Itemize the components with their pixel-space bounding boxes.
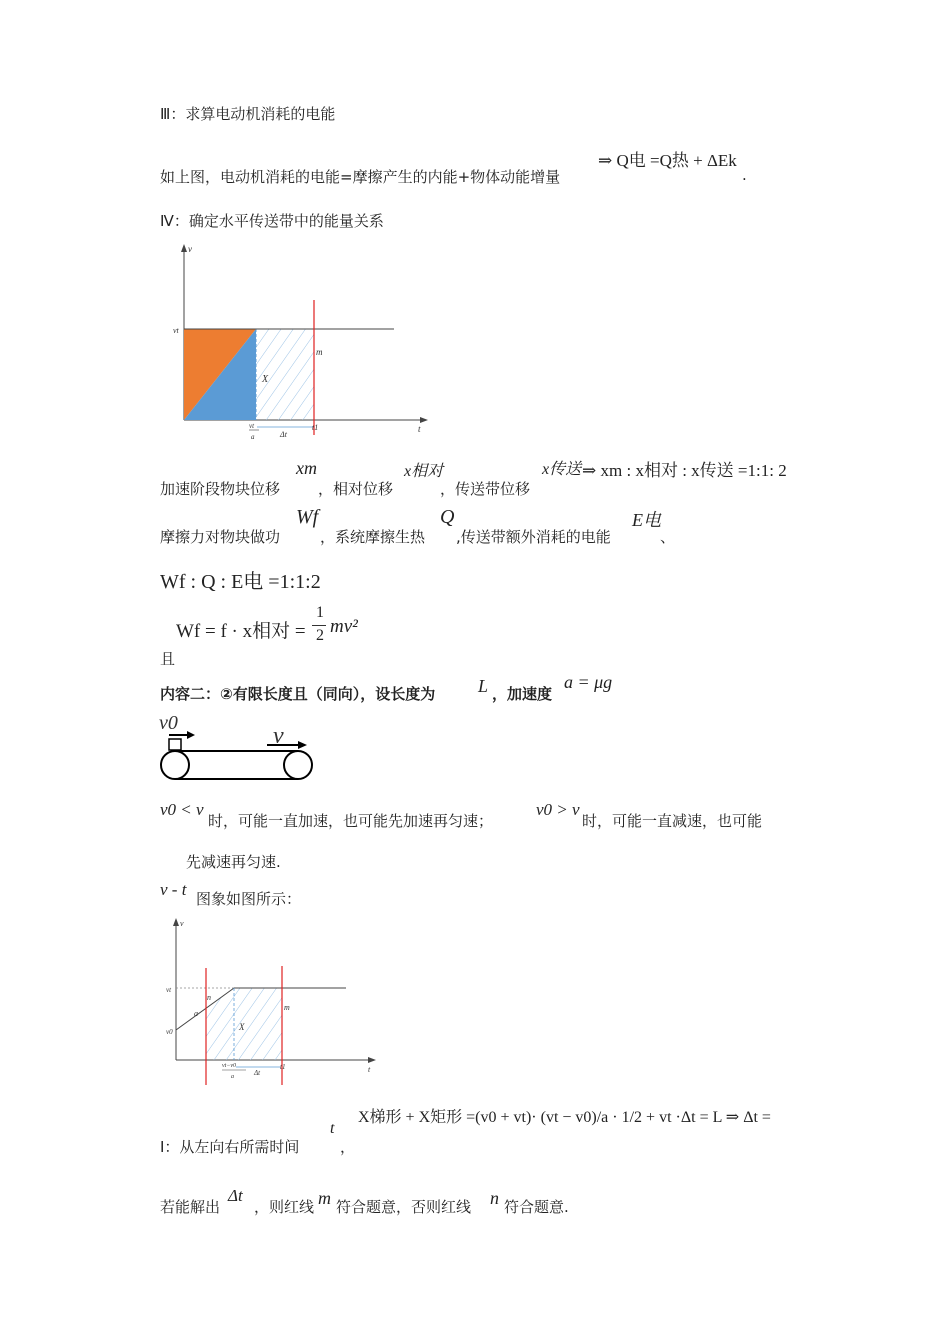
vt-label: vt bbox=[173, 326, 179, 335]
vt-graph-1 bbox=[160, 240, 440, 450]
m-symbol: m bbox=[318, 1188, 331, 1208]
e-symbol: E电 bbox=[632, 510, 661, 530]
graph-caption: 图象如图所示： bbox=[196, 890, 302, 908]
cond-2: v0 > v bbox=[536, 800, 580, 819]
frac-den: a bbox=[231, 1074, 234, 1080]
frac-den: a bbox=[251, 433, 255, 441]
L-symbol: L bbox=[478, 676, 489, 696]
energy-ratio-equation: Wf : Q : E电 =1:1:2 bbox=[160, 571, 321, 593]
section-4-heading: Ⅳ：确定水平传送带中的能量关系 bbox=[160, 212, 384, 230]
paragraph-motor-energy: 如上图，电动机消耗的电能=摩擦产生的内能+物体动能增量 bbox=[160, 168, 561, 186]
n-symbol: n bbox=[490, 1188, 499, 1208]
v0-label: v0 bbox=[159, 712, 178, 734]
v0-label: v0 bbox=[166, 1028, 173, 1036]
displacement-ratio: ⇒ xm : x相对 : x传送 =1:1: 2 bbox=[582, 461, 787, 480]
frac-num: vt bbox=[249, 422, 255, 430]
dt-label: Δt bbox=[280, 430, 287, 439]
vt-graph-2 bbox=[160, 910, 390, 1090]
solve-text: 若能解出 bbox=[160, 1198, 221, 1216]
x-label: X bbox=[239, 1022, 245, 1032]
xbelt-symbol: x传送 bbox=[542, 461, 582, 478]
dt-label: Δt bbox=[254, 1069, 261, 1077]
mv2: mv² bbox=[330, 616, 358, 637]
dt-symbol: Δt bbox=[228, 1186, 243, 1205]
comma-mark: 、 bbox=[660, 528, 676, 546]
frac-label: vt−v0 bbox=[222, 1063, 237, 1069]
vt-label: vt bbox=[166, 986, 172, 994]
accel-formula: a = μg bbox=[564, 672, 613, 692]
accel-label: ，加速度 bbox=[492, 685, 553, 703]
accel-displacement-text: 加速阶段物块位移 bbox=[160, 480, 281, 498]
relative-displacement-text: ，相对位移 bbox=[318, 480, 394, 498]
half-bar bbox=[312, 625, 326, 626]
half-num: 1 bbox=[316, 604, 324, 621]
period: . bbox=[742, 166, 747, 184]
t-axis-label: t bbox=[368, 1065, 371, 1074]
n-label: n bbox=[207, 993, 211, 1002]
conveyor-belt-diagram bbox=[155, 705, 325, 785]
friction-work-text: 摩擦力对物块做功 bbox=[160, 528, 281, 546]
content-2-heading: 内容二：②有限长度且（同向），设长度为 bbox=[160, 685, 436, 703]
block bbox=[169, 739, 181, 750]
x-label: X bbox=[262, 374, 269, 385]
v-axis-label: v bbox=[180, 919, 184, 928]
formula-energy: ⇒ Q电 =Q热 + ΔEk bbox=[598, 151, 737, 170]
a-label: a bbox=[194, 1009, 198, 1018]
v-axis-label: v bbox=[188, 244, 192, 254]
wf-symbol: Wf bbox=[296, 506, 319, 528]
t1-label: t1 bbox=[280, 1063, 286, 1071]
half-den: 2 bbox=[316, 627, 324, 644]
continuation-text: 先减速再匀速. bbox=[186, 853, 281, 871]
red-line-text: ，则红线 bbox=[254, 1198, 315, 1216]
t-symbol: t bbox=[330, 1120, 335, 1137]
q-symbol: Q bbox=[440, 506, 455, 528]
extra-energy-text: ,传送带额外消耗的电能 bbox=[456, 528, 611, 546]
xrel-symbol: x相对 bbox=[404, 463, 444, 480]
t-axis-label: t bbox=[418, 424, 421, 434]
time-text: Ⅰ：从左向右所需时间 bbox=[160, 1138, 300, 1156]
t1-label: t1 bbox=[312, 423, 319, 432]
friction-work-equation: Wf = f · x相对 = bbox=[176, 621, 306, 642]
m-label: m bbox=[316, 347, 323, 357]
x-axis-arrow bbox=[420, 417, 428, 423]
friction-heat-text: ，系统摩擦生热 bbox=[320, 528, 426, 546]
right-wheel bbox=[284, 751, 312, 779]
cond-1: v0 < v bbox=[160, 800, 204, 819]
qie-text: 且 bbox=[160, 650, 176, 668]
v-label: v bbox=[273, 723, 284, 749]
section-3-heading: Ⅲ：求算电动机消耗的电能 bbox=[160, 105, 336, 123]
time-formula: X梯形 + X矩形 =(v0 + vt)· (vt − v0)/a · 1/2 + vt ·Δt = L ⇒ Δt = bbox=[358, 1109, 771, 1126]
comma: ， bbox=[340, 1138, 356, 1156]
end-text: 符合题意. bbox=[504, 1198, 569, 1216]
otherwise-text: 符合题意，否则红线 bbox=[336, 1198, 472, 1216]
left-wheel bbox=[161, 751, 189, 779]
m-label: m bbox=[284, 1003, 290, 1012]
vt-symbol: v - t bbox=[160, 880, 187, 899]
cond-1-text: 时，可能一直加速，也可能先加速再匀速； bbox=[208, 812, 494, 830]
cond-2-text: 时，可能一直减速，也可能 bbox=[582, 812, 763, 830]
y-axis-arrow bbox=[181, 244, 187, 252]
belt-displacement-text: ，传送带位移 bbox=[440, 480, 531, 498]
xm-symbol: xm bbox=[296, 458, 317, 478]
